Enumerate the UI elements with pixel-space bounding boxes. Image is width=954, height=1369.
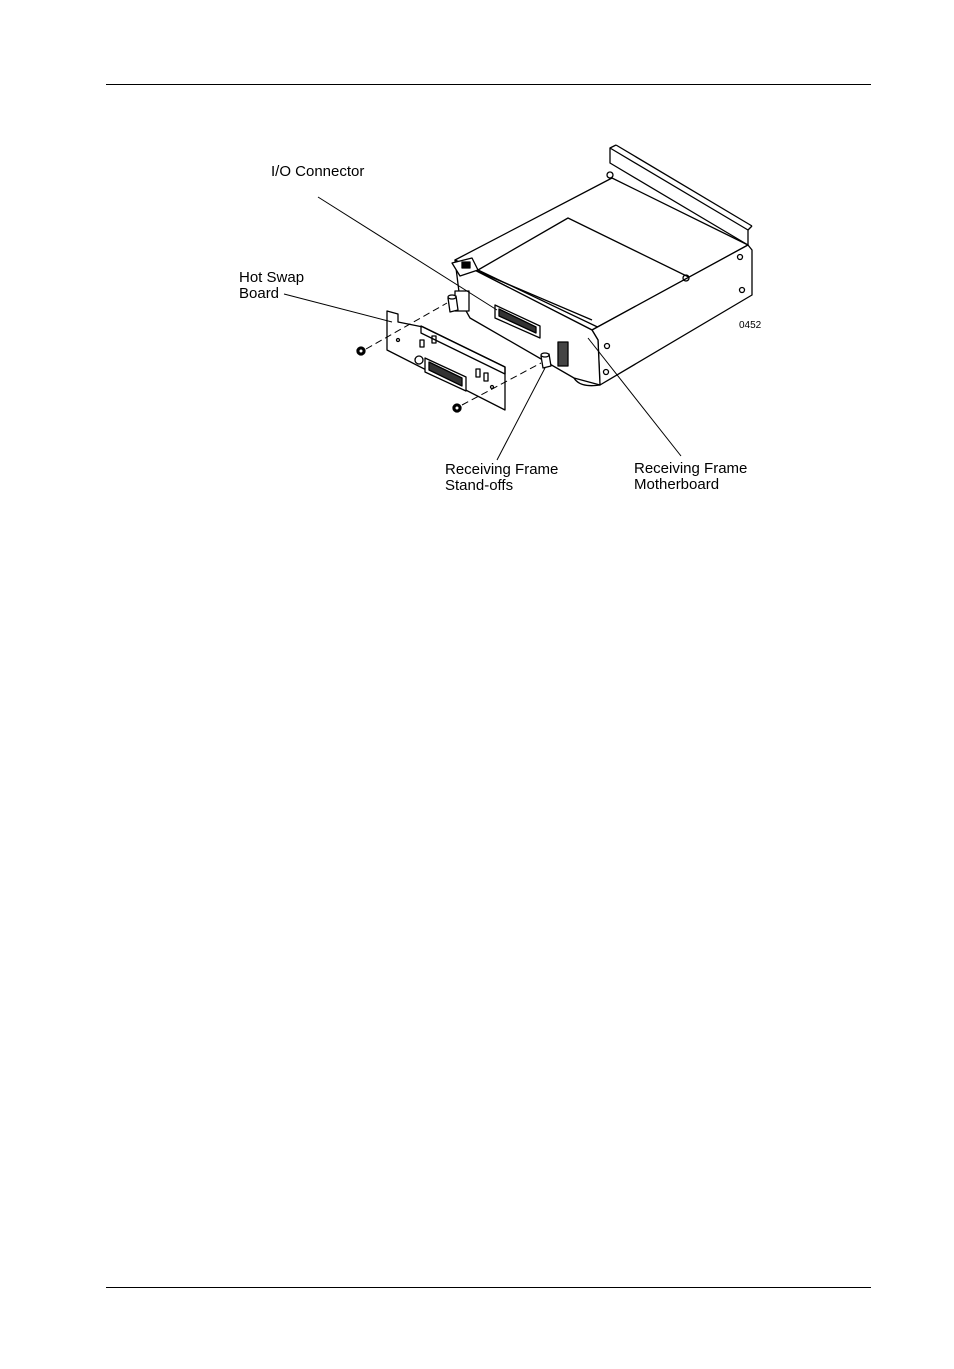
receiving-frame: [452, 172, 752, 386]
hot-swap-board-label: [239, 270, 304, 302]
standoffs-label: [445, 462, 558, 494]
footer-rule: [106, 1287, 871, 1288]
standoffs-label-line2: Stand-offs: [445, 477, 514, 494]
figure-id: 0452: [739, 320, 762, 331]
motherboard-label-line1: Receiving Frame: [634, 460, 748, 477]
standoffs-label-line1: Receiving Frame: [445, 461, 559, 478]
hot-swap-board-label-line1: Hot Swap: [239, 269, 305, 286]
hot-swap-board-label-line2: Board: [239, 285, 280, 302]
io-connector-label: I/O Connector: [271, 163, 365, 180]
motherboard-label: [634, 461, 747, 493]
motherboard-label-line2: Motherboard: [634, 476, 720, 493]
